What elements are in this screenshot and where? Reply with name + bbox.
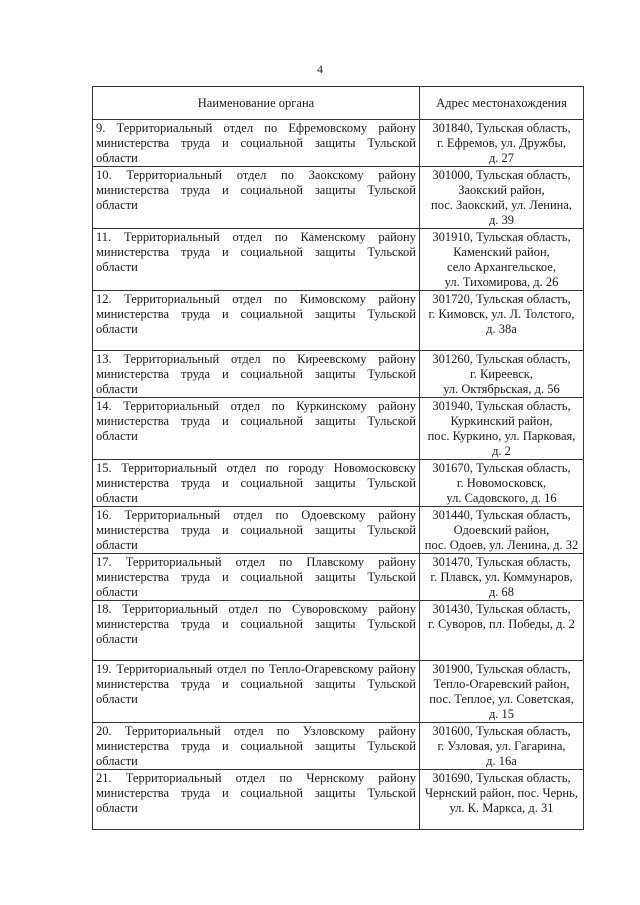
table-header-row [93, 87, 584, 120]
header-name: Наименование органа [93, 87, 420, 120]
org-name-cell: 18. Территориальный отдел по Суворовскому району министерства труда и социальной защиты Тульской области [93, 601, 420, 661]
org-name-cell: 16. Территориальный отдел по Одоевскому району министерства труда и социальной защиты Тульской области [93, 507, 420, 554]
table-row [93, 167, 584, 229]
address-line: 301260, Тульская область, [432, 352, 571, 366]
address-line: д. 27 [488, 151, 515, 165]
address-line: 301840, Тульская область, [432, 121, 571, 135]
org-name-cell: 15. Территориальный отдел по городу Новомосковску министерства труда и социальной защиты Тульской области [93, 460, 420, 507]
address-line: Куркинский район, [450, 414, 553, 428]
address-line: Тепло-Огаревский район, [433, 677, 570, 691]
table-row [93, 723, 584, 770]
address-line: 301690, Тульская область, [432, 771, 571, 785]
org-name-cell: 9. Территориальный отдел по Ефремовскому району министерства труда и социальной защиты Тульской области [93, 120, 420, 167]
table-row [93, 120, 584, 167]
org-address-cell [420, 398, 584, 460]
org-address-cell [420, 723, 584, 770]
address-line: г. Киреевск, [470, 367, 533, 381]
org-name-cell: 19. Территориальный отдел по Тепло-Огаревскому району министерства труда и социальной защиты Тульской области [93, 661, 420, 723]
org-address-cell [420, 661, 584, 723]
org-address-cell [420, 554, 584, 601]
org-address-cell [420, 770, 584, 830]
address-line: 301910, Тульская область, [432, 230, 571, 244]
address-line: г. Ефремов, ул. Дружбы, [436, 136, 567, 150]
address-line: 301440, Тульская область, [432, 508, 571, 522]
org-address-cell [420, 460, 584, 507]
table-row [93, 229, 584, 291]
table-row [93, 661, 584, 723]
address-line: пос. Теплое, ул. Советская, [429, 692, 574, 706]
org-name-cell: 13. Территориальный отдел по Киреевскому району министерства труда и социальной защиты Тульской области [93, 351, 420, 398]
org-name-cell: 12. Территориальный отдел по Кимовскому району министерства труда и социальной защиты Тульской области [93, 291, 420, 351]
address-line: пос. Куркино, ул. Парковая, [427, 429, 576, 443]
org-address-cell [420, 351, 584, 398]
table-row [93, 291, 584, 351]
address-line: д. 68 [488, 585, 515, 599]
address-line: пос. Заокский, ул. Ленина, [431, 198, 572, 212]
org-name-cell: 14. Территориальный отдел по Куркинскому району министерства труда и социальной защиты Тульской области [93, 398, 420, 460]
address-line: 301670, Тульская область, [432, 461, 571, 475]
org-name-cell: 21. Территориальный отдел по Чернскому району министерства труда и социальной защиты Тульской области [93, 770, 420, 830]
table-row [93, 460, 584, 507]
address-line: 301000, Тульская область, [432, 168, 571, 182]
address-line: д. 39 [488, 213, 515, 227]
table-row [93, 351, 584, 398]
table-row [93, 507, 584, 554]
org-address-cell [420, 507, 584, 554]
address-line: ул. Садовского, д. 16 [446, 491, 557, 505]
address-line: д. 15 [488, 707, 515, 721]
address-line: 301470, Тульская область, [432, 555, 571, 569]
address-line: г. Кимовск, ул. Л. Толстого, [428, 307, 575, 321]
address-line: Заокский район, [458, 183, 545, 197]
org-address-cell [420, 167, 584, 229]
table-row [93, 398, 584, 460]
page-number: 4 [317, 62, 323, 76]
address-line: пос. Одоев, ул. Ленина, д. 32 [424, 538, 579, 552]
org-address-cell [420, 601, 584, 661]
org-address-cell [420, 229, 584, 291]
org-name-cell: 11. Территориальный отдел по Каменскому району министерства труда и социальной защиты Тульской области [93, 229, 420, 291]
address-line: ул. К. Маркса, д. 31 [449, 801, 554, 815]
address-line: д. 38а [486, 322, 517, 336]
table-row [93, 554, 584, 601]
address-line: 301720, Тульская область, [432, 292, 571, 306]
address-line: 301600, Тульская область, [432, 724, 571, 738]
org-name-cell: 17. Территориальный отдел по Плавскому району министерства труда и социальной защиты Тульской области [93, 554, 420, 601]
organizations-table [92, 86, 584, 830]
address-line: Каменский район, [453, 245, 550, 259]
address-line: д. 2 [492, 444, 511, 458]
address-line: Одоевский район, [453, 523, 550, 537]
address-line: 301940, Тульская область, [432, 399, 571, 413]
address-line: г. Суворов, пл. Победы, д. 2 [428, 617, 575, 631]
address-line: г. Новомосковск, [456, 476, 547, 490]
address-line: д. 16а [486, 754, 517, 768]
org-address-cell [420, 120, 584, 167]
table-row [93, 601, 584, 661]
address-line: г. Плавск, ул. Коммунаров, [430, 570, 573, 584]
address-line: 301430, Тульская область, [432, 602, 571, 616]
org-name-cell: 10. Территориальный отдел по Заокскому району министерства труда и социальной защиты Тульской области [93, 167, 420, 229]
address-line: село Архангельское, [447, 260, 556, 274]
org-name-cell: 20. Территориальный отдел по Узловскому району министерства труда и социальной защиты Тульской области [93, 723, 420, 770]
table-body [93, 120, 584, 830]
org-address-cell [420, 291, 584, 351]
address-line: ул. Октябрьская, д. 56 [443, 382, 560, 396]
address-line: г. Узловая, ул. Гагарина, [437, 739, 566, 753]
address-line: ул. Тихомирова, д. 26 [444, 275, 559, 289]
table-row [93, 770, 584, 830]
address-line: Чернский район, пос. Чернь, [425, 786, 578, 800]
header-address: Адрес местонахождения [420, 87, 584, 120]
address-line: 301900, Тульская область, [432, 662, 571, 676]
